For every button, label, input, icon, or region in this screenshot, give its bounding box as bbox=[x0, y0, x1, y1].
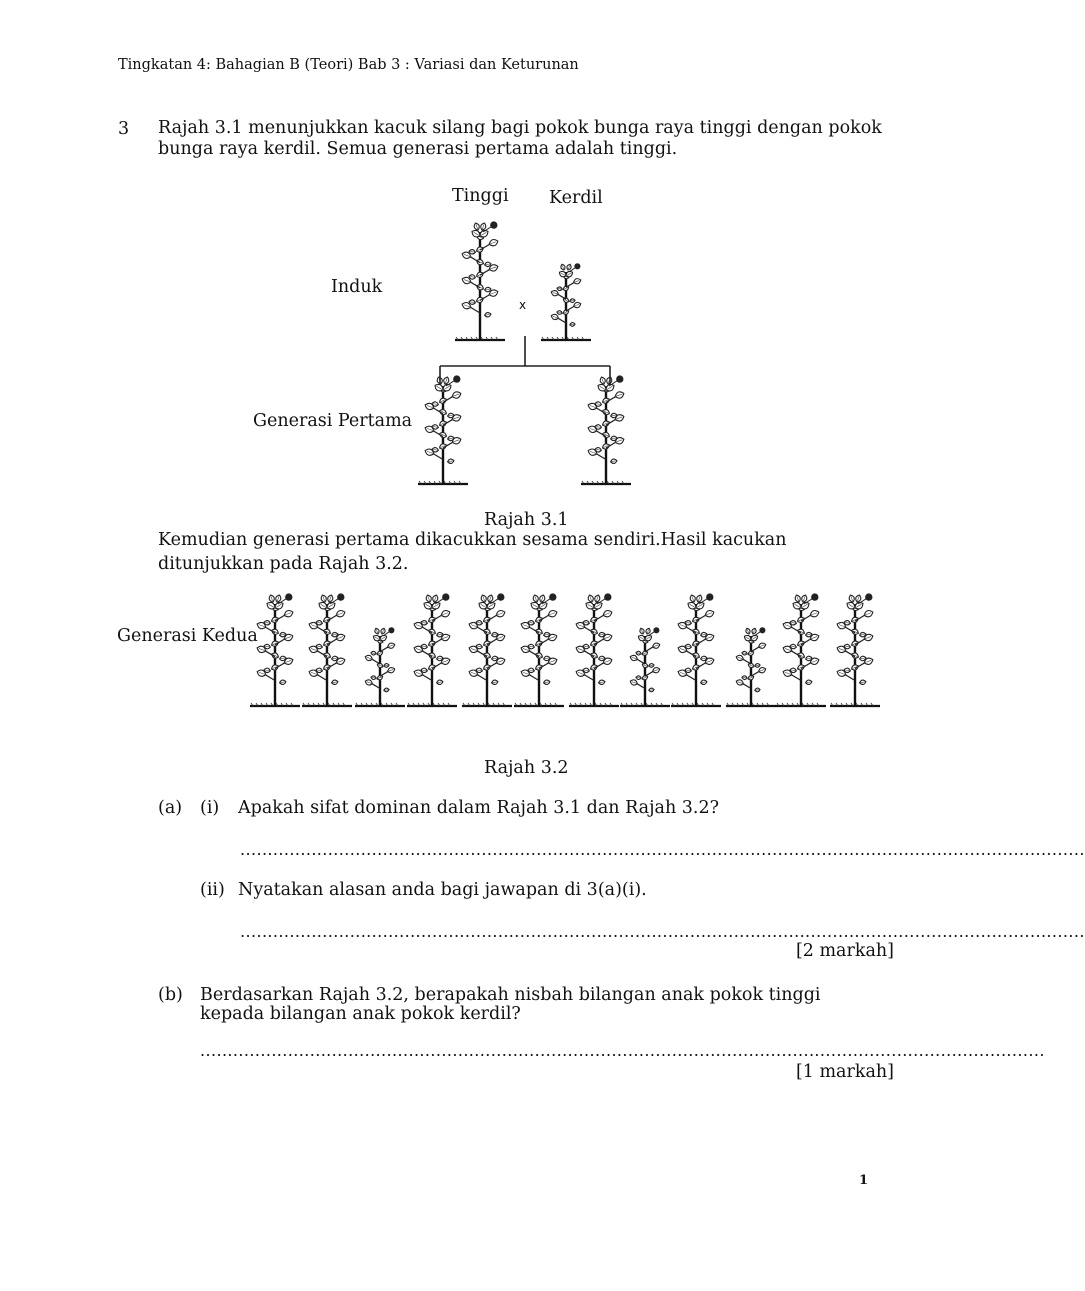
question-intro-line-1: Rajah 3.1 menunjukkan kacuk silang bagi pokok bunga raya tinggi dengan pokok bbox=[158, 118, 882, 138]
second-generation-plant-tall bbox=[569, 593, 619, 706]
part-b-marks: [1 markah] bbox=[795, 1062, 894, 1082]
part-a-i-label: (i) bbox=[200, 798, 220, 818]
figure-3-2-caption: Rajah 3.2 bbox=[484, 758, 569, 778]
part-a-label: (a) bbox=[158, 798, 183, 818]
question-number: 3 bbox=[118, 119, 130, 139]
part-a-marks: [2 markah] bbox=[795, 941, 894, 961]
second-generation-plant-tall bbox=[671, 593, 721, 706]
answer-line-a-i[interactable]: .......................................................................................................................................................... bbox=[240, 840, 1085, 859]
answer-line-b[interactable]: .......................................................................................................................................................... bbox=[200, 1041, 1045, 1060]
second-generation-plant-tall bbox=[776, 593, 826, 706]
part-b-label: (b) bbox=[158, 985, 183, 1005]
part-a-ii-label: (ii) bbox=[200, 880, 225, 900]
label-dwarf: Kerdil bbox=[549, 188, 603, 208]
label-first-generation: Generasi Pertama bbox=[253, 411, 413, 431]
second-generation-plant-tall bbox=[830, 593, 880, 706]
page-number: 1 bbox=[859, 1173, 869, 1188]
second-generation-plant-tall bbox=[302, 593, 352, 706]
second-generation-plant-tall bbox=[407, 593, 457, 706]
second-generation-plant-tall bbox=[250, 593, 300, 706]
answer-line-a-ii[interactable]: .......................................................................................................................................................... bbox=[240, 922, 1085, 941]
middle-text-line-1: Kemudian generasi pertama dikacukkan sesama sendiri.Hasil kacukan bbox=[158, 530, 787, 550]
second-generation-plant-tall bbox=[514, 593, 564, 706]
label-parent: Induk bbox=[331, 277, 383, 297]
part-a-i-question: Apakah sifat dominan dalam Rajah 3.1 dan Rajah 3.2? bbox=[238, 798, 720, 818]
cross-symbol: x bbox=[519, 298, 527, 312]
second-generation-plant-dwarf bbox=[355, 627, 405, 706]
part-a-ii-question: Nyatakan alasan anda bagi jawapan di 3(a)(i). bbox=[238, 880, 647, 900]
part-b-question-line-2: kepada bilangan anak pokok kerdil? bbox=[200, 1004, 521, 1024]
middle-text-line-2: ditunjukkan pada Rajah 3.2. bbox=[158, 554, 409, 574]
page-header: Tingkatan 4: Bahagian B (Teori) Bab 3 : Variasi dan Keturunan bbox=[118, 57, 579, 73]
part-b-question-line-1: Berdasarkan Rajah 3.2, berapakah nisbah bilangan anak pokok tinggi bbox=[200, 985, 821, 1005]
second-generation-plant-dwarf bbox=[620, 627, 670, 706]
label-tall: Tinggi bbox=[452, 186, 509, 206]
second-generation-plant-dwarf bbox=[726, 627, 776, 706]
second-generation-plant-tall bbox=[462, 593, 512, 706]
question-intro-line-2: bunga raya kerdil. Semua generasi pertama adalah tinggi. bbox=[158, 139, 678, 159]
figure-3-1-caption: Rajah 3.1 bbox=[484, 510, 569, 530]
label-second-generation: Generasi Kedua bbox=[117, 626, 258, 646]
